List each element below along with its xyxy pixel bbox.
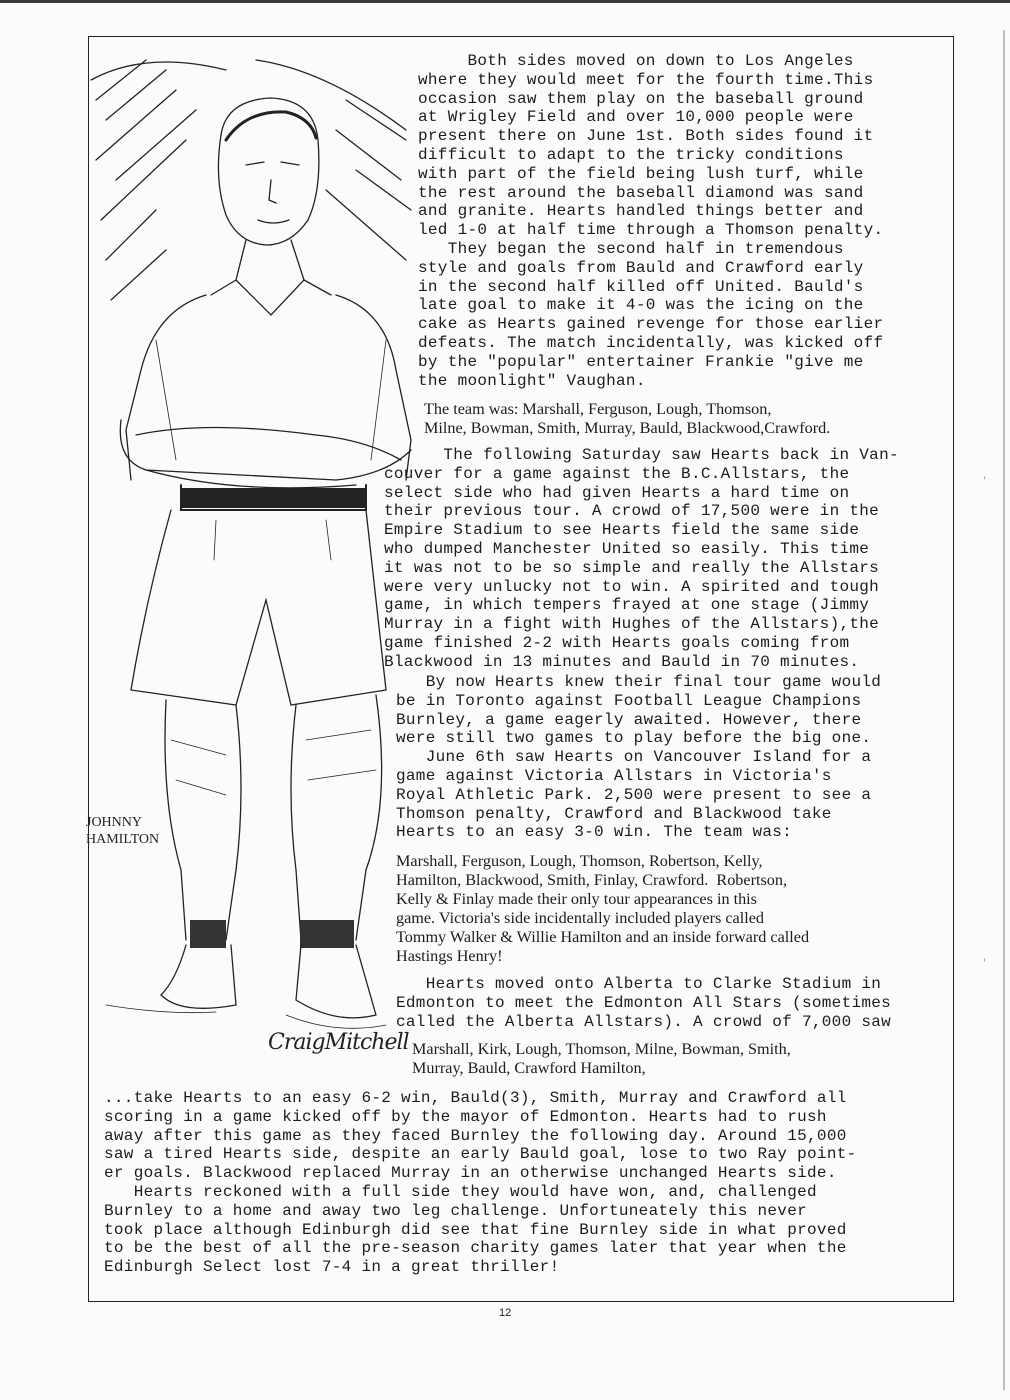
- illustration-caption: [86, 814, 159, 848]
- player-illustration: [86, 40, 416, 1070]
- page-top-border: [0, 0, 1010, 3]
- paragraph-vancouver: The following Saturday saw Hearts back in Van- couver for a game against the B.C.Allstars, the select side who had given Hearts a hard time on their previous tour. A crowd of 17,500 were in the Empire Stadium to see Hearts field the same side who dumped Manchester United so easily. This time it was not to be so simple and really the Allstars were very unlucky not to win. A spirited and tough game, in which tempers frayed at one stage (Jimmy Murray in a fight with Hughes of the Allstars),the game finished 2-2 with Hearts goals coming from Blackwood in 13 minutes and Bauld in 70 minutes.: [384, 446, 899, 671]
- paragraph-victoria: By now Hearts knew their final tour game would be in Toronto against Football League Champions Burnley, a game eagerly awaited. However, there were still two games to play before the big one. June 6th saw Hearts on Vancouver Island for a game against Victoria Allstars in Victoria's Royal Athletic Park. 2,500 were present to see a Thomson penalty, Crawford and Blackwood take Hearts to an easy 3-0 win. The team was:: [396, 673, 882, 842]
- artist-signature: CraigMitchell: [268, 1030, 409, 1055]
- team-list-victoria: Marshall, Ferguson, Lough, Thomson, Robertson, Kelly, Hamilton, Blackwood, Smith, Finlay, Crawford. Robertson, Kelly & Finlay made their only tour appearances in this game. Victoria's side incidentally included players called Tommy Walker & Willie Hamilton and an inside forward called Hastings Henry!: [396, 852, 810, 965]
- team-list-edmonton: Marshall, Kirk, Lough, Thomson, Milne, Bowman, Smith, Murray, Bauld, Crawford Hamilton,: [412, 1040, 791, 1077]
- caption-first-name: JOHNNY: [86, 815, 142, 830]
- page-right-edge: [1003, 30, 1005, 1390]
- page-number: 12: [499, 1307, 512, 1319]
- caption-last-name: HAMILTON: [86, 832, 160, 847]
- margin-mark: ': [982, 958, 988, 968]
- team-list-los-angeles: The team was: Marshall, Ferguson, Lough, Thomson, Milne, Bowman, Smith, Murray, Bauld, Blackwood,Crawford.: [424, 400, 831, 437]
- paragraph-edmonton: Hearts moved onto Alberta to Clarke Stadium in Edmonton to meet the Edmonton All Stars (sometimes called the Alberta Allstars). A crowd of 7,000 saw: [396, 975, 892, 1031]
- paragraph-los-angeles: Both sides moved on down to Los Angeles where they would meet for the fourth time.This occasion saw them play on the baseball ground at Wrigley Field and over 10,000 people were present there on June 1st. Both sides found it difficult to adapt to the tricky conditions with part of the field being lush turf, while the rest around the baseball diamond was sand and granite. Hearts handled things better and led 1-0 at half time through a Thomson penalty. They began the second half in tremendous style and goals from Bauld and Crawford early in the second half killed off United. Bauld's late goal to make it 4-0 was the icing on the cake as Hearts gained revenge for those earlier defeats. The match incidentally, was kicked off by the "popular" entertainer Frankie "give me the moonlight" Vaughan.: [418, 52, 884, 390]
- paragraph-burnley: ...take Hearts to an easy 6-2 win, Bauld(3), Smith, Murray and Crawford all scoring in a game kicked off by the mayor of Edmonton. Hearts had to rush away after this game as they faced Burnley the following day. Around 15,000 saw a tired Hearts side, despite an early Bauld goal, lose to two Ray point- er goals. Blackwood replaced Murray in an otherwise unchanged Hearts side. Hearts reckoned with a full side they would have won, and, challenged Burnley to a home and away two leg challenge. Unfortuneately this never took place although Edinburgh did see that fine Burnley side in what proved to be the best of all the pre-season charity games later that year when the Edinburgh Select lost 7-4 in a great thriller!: [104, 1089, 857, 1277]
- margin-mark: ': [982, 476, 988, 486]
